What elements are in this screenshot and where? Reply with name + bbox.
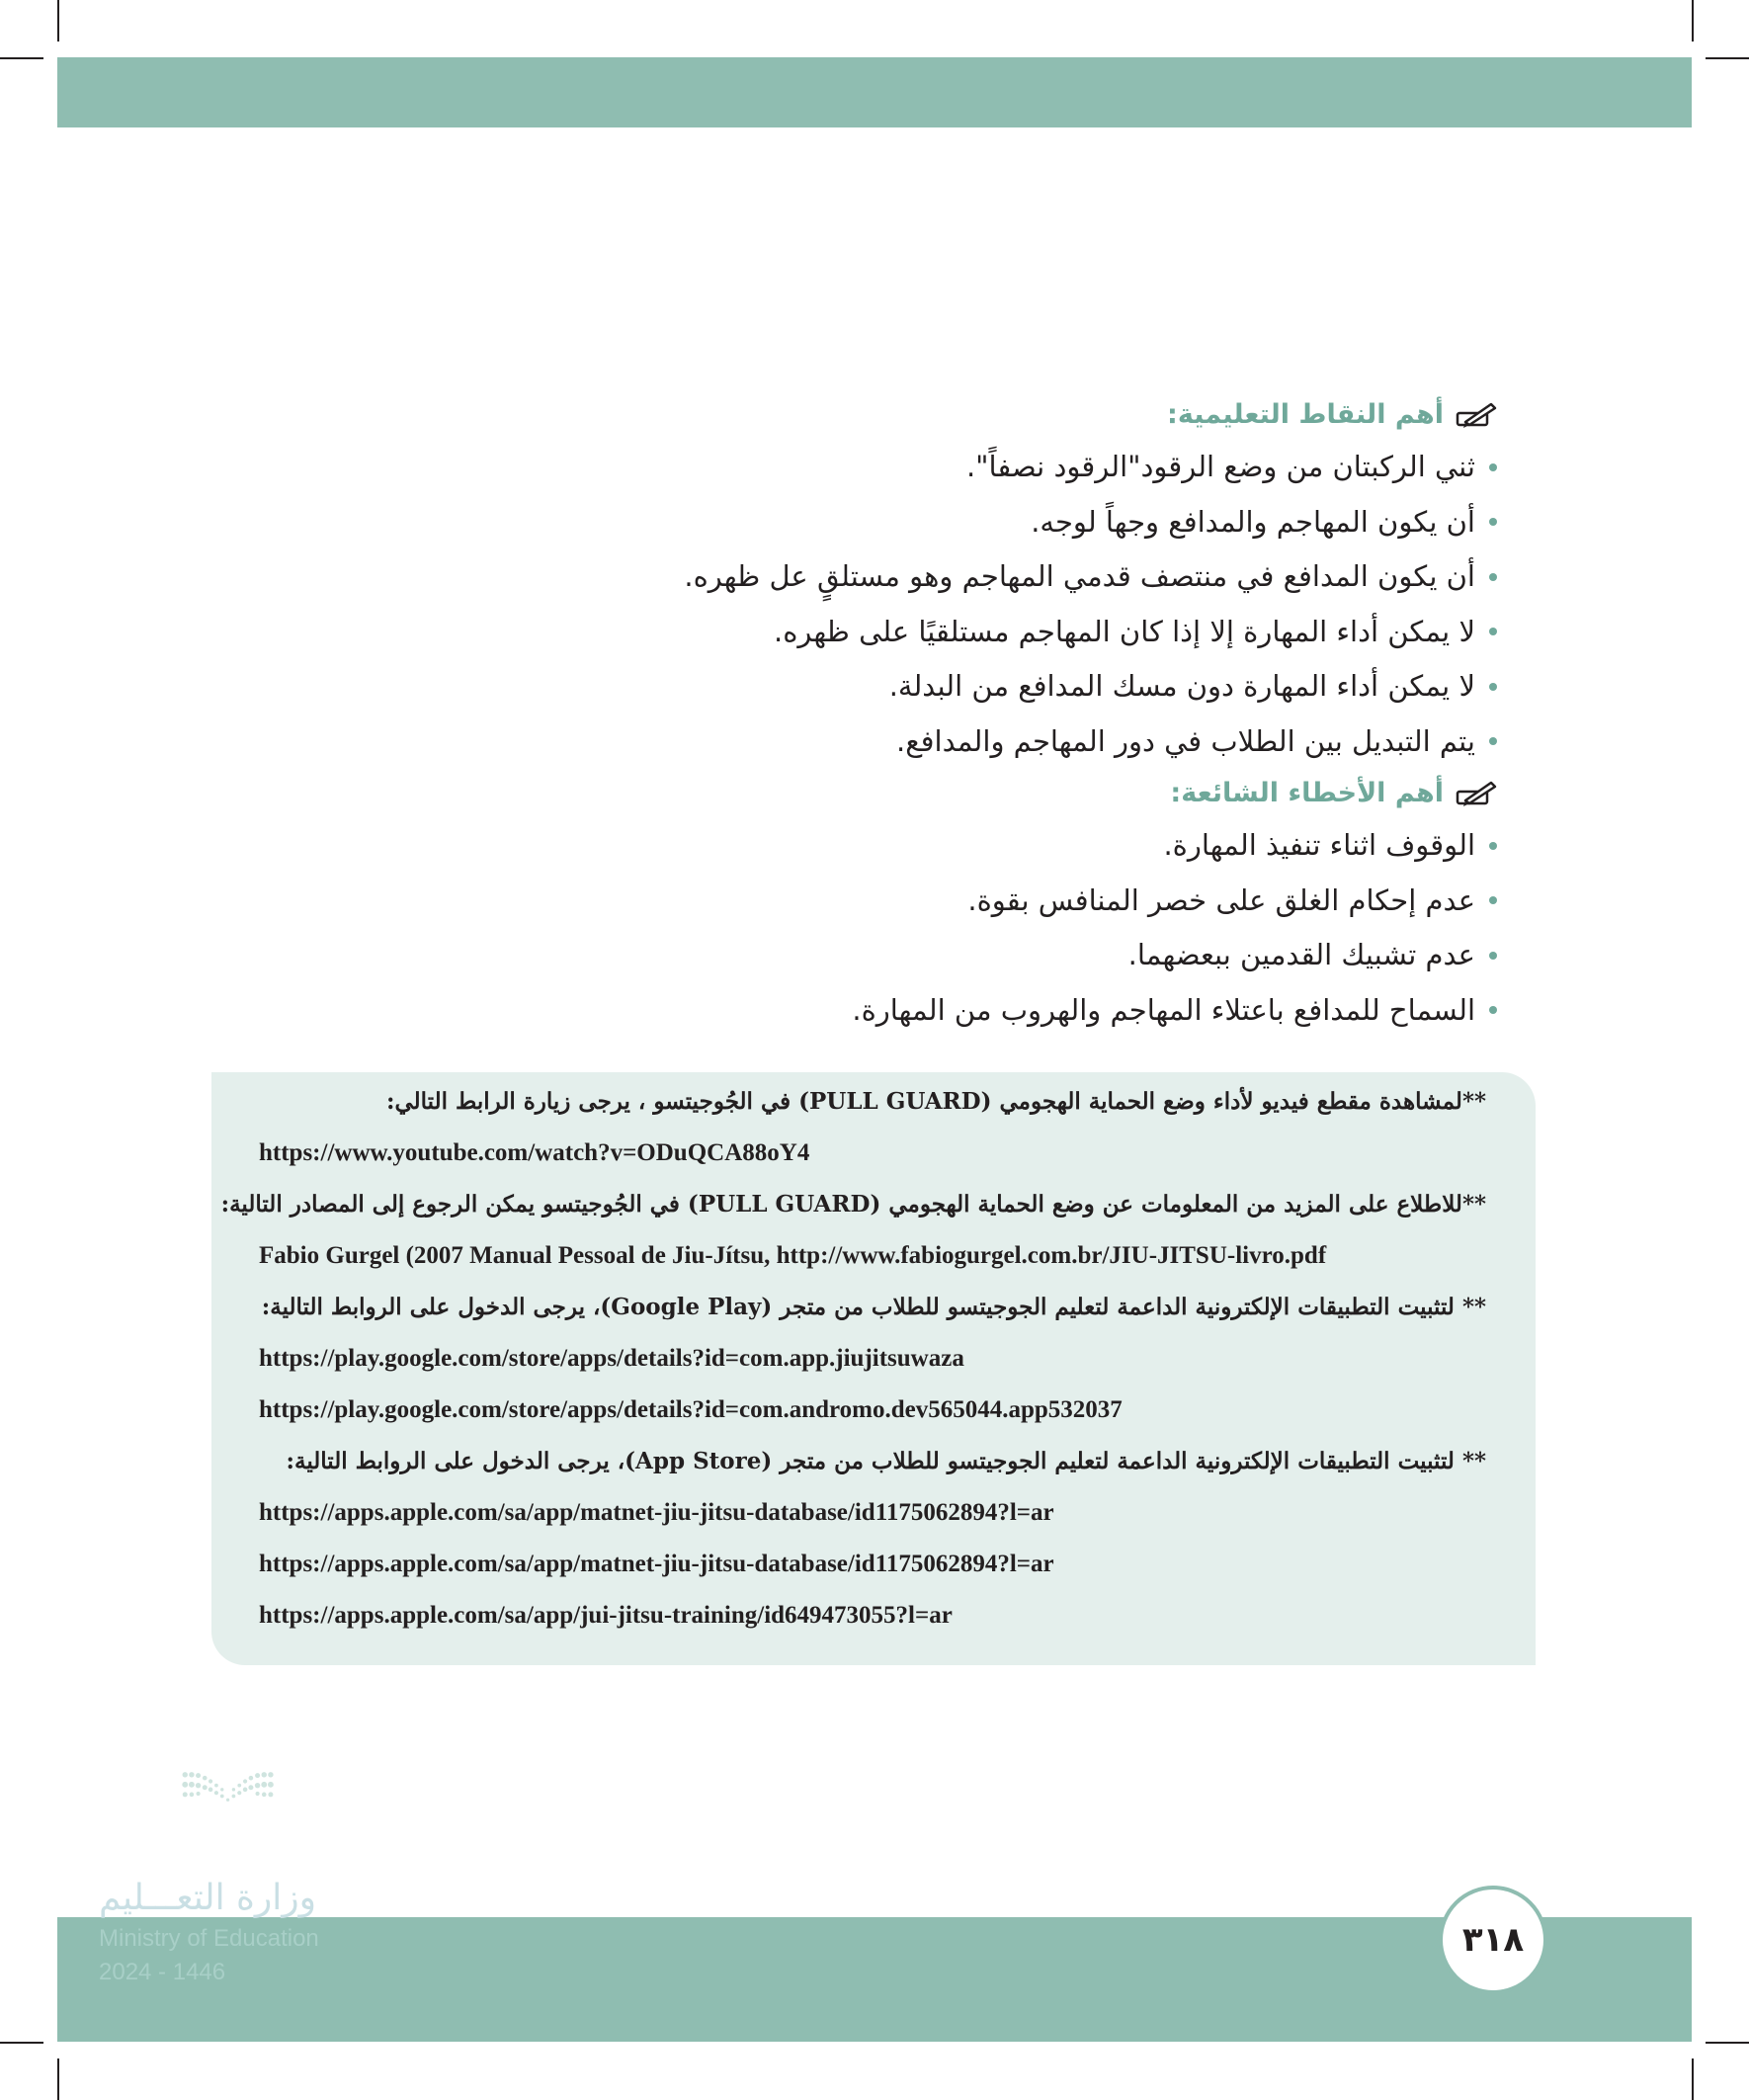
common-mistakes-list (252, 818, 1497, 1038)
crop-mark (1692, 2058, 1694, 2100)
bullet (1489, 573, 1497, 581)
list-item: عدم تشبيك القدمين ببعضهما. (252, 928, 1497, 983)
info-source-link[interactable]: Fabio Gurgel (2007 Manual Pessoal de Jiu-Jítsu, http://www.fabiogurgel.com.br/JIU-JITSU-livro.pdf (259, 1242, 1327, 1269)
ministry-name-ar: وزارة التعـــليم (99, 1878, 317, 1918)
pencil-note-icon (1456, 400, 1497, 430)
list-item: ثني الركبتان من وضع الرقود"الرقود نصفاً". (252, 440, 1497, 495)
list-item: الوقوف اثناء تنفيذ المهارة. (252, 818, 1497, 874)
crop-mark (0, 2042, 43, 2044)
video-note: **لمشاهدة مقطع فيديو لأداء وضع الحماية الهجومي (PULL GUARD) في الجُوجيتسو ، يرجى زيارة الرابط التالي: (385, 1088, 1486, 1115)
list-item: السماح للمدافع باعتلاء المهاجم والهروب من المهارة. (252, 983, 1497, 1039)
crop-mark (57, 2058, 59, 2100)
info-note: **للاطلاع على المزيد من المعلومات عن وضع الحماية الهجومي (PULL GUARD) في الجُوجيتسو يمكن الرجوع إلى المصادر التالية: (220, 1191, 1486, 1218)
references-box (211, 1072, 1536, 1665)
ministry-year: 2024 - 1446 (99, 1959, 226, 1985)
bullet (1489, 628, 1497, 635)
learning-points-heading (252, 390, 1497, 440)
crop-mark (1706, 2042, 1749, 2044)
app-store-link[interactable]: https://apps.apple.com/sa/app/matnet-jiu-jitsu-database/id1175062894?l=ar (259, 1551, 1054, 1577)
bullet (1489, 896, 1497, 904)
bullet (1489, 518, 1497, 526)
list-item: أن يكون المهاجم والمدافع وجهاً لوجه. (252, 495, 1497, 550)
bullet (1489, 683, 1497, 691)
main-content (252, 390, 1497, 1038)
bullet (1489, 952, 1497, 960)
pencil-note-icon (1456, 779, 1497, 808)
bullet (1489, 842, 1497, 850)
app-store-link[interactable]: https://apps.apple.com/sa/app/matnet-jiu-jitsu-database/id1175062894?l=ar (259, 1499, 1054, 1526)
crop-mark (57, 0, 59, 42)
list-item: لا يمكن أداء المهارة إلا إذا كان المهاجم مستلقيًا على ظهره. (252, 605, 1497, 660)
google-play-link[interactable]: https://play.google.com/store/apps/details?id=com.app.jiujitsuwaza (259, 1345, 964, 1372)
common-mistakes-heading (252, 769, 1497, 818)
google-play-note: ** لتثبيت التطبيقات الإلكترونية الداعمة لتعليم الجوجيتسو للطلاب من متجر (Google Play)، يرجى الدخول على الروابط التالية: (261, 1294, 1486, 1320)
page-number: ٣١٨ (1439, 1886, 1547, 1994)
ministry-name-en: Ministry of Education (99, 1925, 319, 1952)
app-store-link[interactable]: https://apps.apple.com/sa/app/jui-jitsu-training/id649473055?l=ar (259, 1602, 953, 1629)
crop-mark (0, 57, 43, 59)
video-link[interactable]: https://www.youtube.com/watch?v=ODuQCA88oY4 (259, 1139, 810, 1166)
bullet (1489, 463, 1497, 471)
bullet (1489, 1006, 1497, 1014)
header-band (57, 57, 1692, 127)
list-item: لا يمكن أداء المهارة دون مسك المدافع من البدلة. (252, 659, 1497, 714)
google-play-link[interactable]: https://play.google.com/store/apps/details?id=com.andromo.dev565044.app532037 (259, 1396, 1123, 1423)
list-item: يتم التبديل بين الطلاب في دور المهاجم والمدافع. (252, 714, 1497, 770)
crop-mark (1692, 0, 1694, 42)
list-item: أن يكون المدافع في منتصف قدمي المهاجم وهو مستلقٍ عل ظهره. (252, 549, 1497, 605)
learning-points-list (252, 440, 1497, 769)
bullet (1489, 737, 1497, 745)
learning-points-title: أهم النقاط التعليمية: (1167, 399, 1444, 430)
crop-mark (1706, 57, 1749, 59)
ministry-logo-dots-icon (95, 1769, 362, 1868)
app-store-note: ** لتثبيت التطبيقات الإلكترونية الداعمة لتعليم الجوجيتسو للطلاب من متجر (App Store)، يرجى الدخول على الروابط التالية: (286, 1448, 1486, 1474)
common-mistakes-title: أهم الأخطاء الشائعة: (1170, 778, 1444, 808)
list-item: عدم إحكام الغلق على خصر المنافس بقوة. (252, 874, 1497, 929)
